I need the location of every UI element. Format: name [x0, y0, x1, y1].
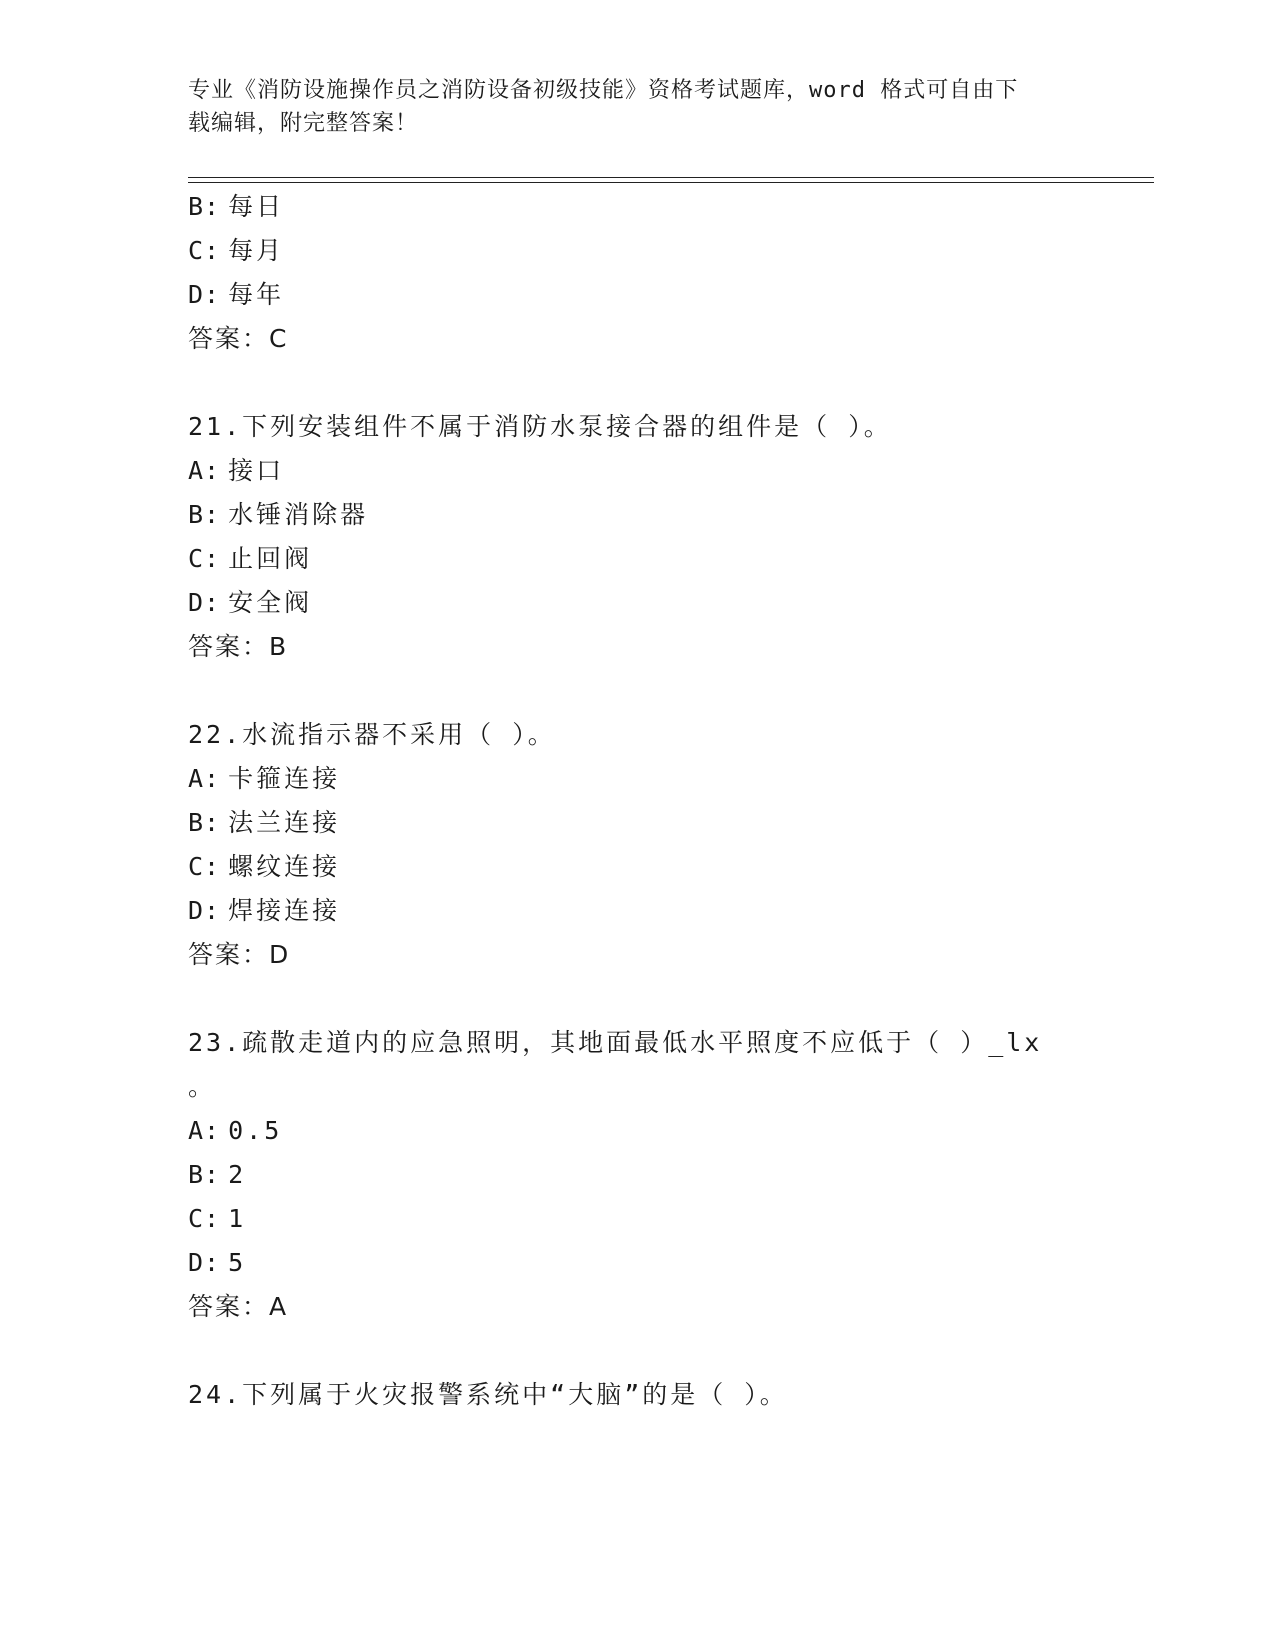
q21-option-a — [188, 454, 284, 488]
q22-option-d — [188, 894, 340, 928]
option-text: 焊接连接 — [228, 896, 341, 925]
q22-option-c — [188, 850, 340, 884]
option-text: 接口 — [228, 456, 285, 485]
q23-answer: 答案：A — [188, 1292, 289, 1321]
q22-option-b — [188, 806, 340, 840]
option-letter: B: — [188, 808, 221, 837]
option-text: 水锤消除器 — [228, 500, 369, 529]
q20-option-c — [188, 234, 284, 268]
q22-answer: 答案：D — [188, 940, 291, 969]
option-text: 每日 — [228, 192, 285, 221]
option-letter: A: — [188, 1116, 221, 1145]
document-header — [188, 74, 1068, 140]
q21-option-c — [188, 542, 312, 576]
option-letter: B: — [188, 192, 221, 221]
option-text: 5 — [228, 1248, 247, 1277]
option-text: 螺纹连接 — [228, 852, 341, 881]
header-line-1: 专业《消防设施操作员之消防设备初级技能》资格考试题库，word 格式可自由下 — [188, 78, 1019, 103]
option-letter: D: — [188, 588, 221, 617]
header-divider-top — [188, 177, 1154, 178]
option-letter: D: — [188, 896, 221, 925]
q23-option-c — [188, 1202, 246, 1236]
q23-option-a — [188, 1114, 282, 1148]
q21-option-b — [188, 498, 368, 532]
option-letter: C: — [188, 1204, 221, 1233]
option-text: 卡箍连接 — [228, 764, 341, 793]
option-letter: B: — [188, 1160, 221, 1189]
option-letter: C: — [188, 544, 221, 573]
q20-option-b — [188, 190, 284, 224]
q23-option-b — [188, 1158, 246, 1192]
q24-question: 24.下列属于火灾报警系统中“大脑”的是（ ）。 — [188, 1380, 788, 1409]
q21-question: 21.下列安装组件不属于消防水泵接合器的组件是（ ）。 — [188, 412, 892, 441]
header-line-2: 载编辑，附完整答案！ — [188, 111, 419, 136]
option-letter: C: — [188, 236, 221, 265]
q20-option-d — [188, 278, 284, 312]
option-text: 安全阀 — [228, 588, 313, 617]
q20-answer: 答案：C — [188, 324, 289, 353]
option-text: 法兰连接 — [228, 808, 341, 837]
option-letter: C: — [188, 852, 221, 881]
option-letter: D: — [188, 280, 221, 309]
q23-question-continued: 。 — [188, 1072, 217, 1101]
option-letter: A: — [188, 764, 221, 793]
q22-question: 22.水流指示器不采用（ ）。 — [188, 720, 556, 749]
option-text: 0.5 — [228, 1116, 283, 1145]
option-text: 1 — [228, 1204, 247, 1233]
q23-option-d — [188, 1246, 246, 1280]
q21-option-d — [188, 586, 312, 620]
option-text: 止回阀 — [228, 544, 313, 573]
option-letter: A: — [188, 456, 221, 485]
q23-question: 23.疏散走道内的应急照明，其地面最低水平照度不应低于（ ）_lx — [188, 1028, 1043, 1057]
q22-option-a — [188, 762, 340, 796]
option-text: 每月 — [228, 236, 285, 265]
option-text: 2 — [228, 1160, 247, 1189]
option-letter: B: — [188, 500, 221, 529]
q21-answer: 答案：B — [188, 632, 289, 661]
option-letter: D: — [188, 1248, 221, 1277]
option-text: 每年 — [228, 280, 285, 309]
header-divider-bottom — [188, 182, 1154, 183]
